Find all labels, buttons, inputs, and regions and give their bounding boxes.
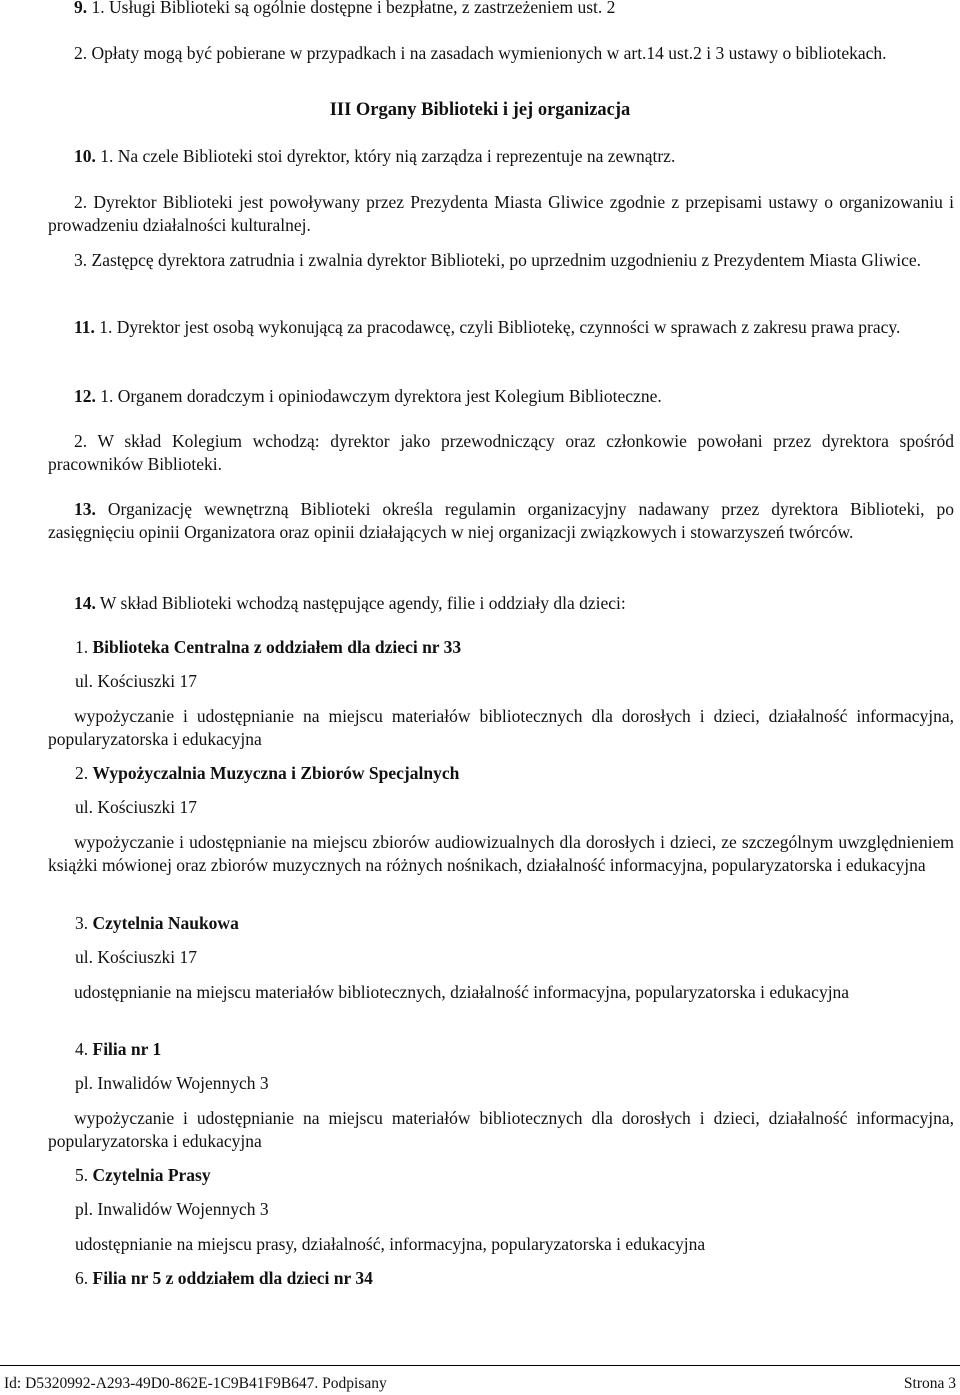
unit-5-description: udostępnianie na miejscu prasy, działalność, informacyjna, popularyzatorska i edukacyjna [75, 1234, 706, 1254]
unit-3-name: 3. Czytelnia Naukowa [75, 913, 239, 933]
footer-document-id: Id: D5320992-A293-49D0-862E-1C9B41F9B647. Podpisany [4, 1375, 387, 1392]
unit-1-name: 1. Biblioteka Centralna z oddziałem dla dzieci nr 33 [75, 637, 462, 657]
paragraph-text: W skład Biblioteki wchodzą następujące agendy, filie i oddziały dla dzieci: [95, 593, 626, 613]
unit-4-name: 4. Filia nr 1 [75, 1039, 162, 1059]
paragraph-9-2: 2. Opłaty mogą być pobierane w przypadkach i na zasadach wymienionych w art.14 ust.2 i 3 ustawy o bibliotekach. [74, 43, 887, 63]
unit-1-description: wypożyczanie i udostępnianie na miejscu materiałów bibliotecznych dla dorosłych i dzieci, działalność informacyjna, popularyzatorska i edukacyjna [48, 706, 954, 749]
unit-4-description: wypożyczanie i udostępnianie na miejscu materiałów bibliotecznych dla dorosłych i dzieci, działalność informacyjna, popularyzatorska i edukacyjna [48, 1108, 954, 1151]
unit-1-address: ul. Kościuszki 17 [75, 671, 198, 691]
section-number: 10. [74, 146, 96, 166]
paragraph-text: 1. Dyrektor jest osobą wykonującą za pracodawcę, czyli Bibliotekę, czynności w sprawach z zakresu prawa pracy. [94, 317, 901, 337]
paragraph-14 [48, 592, 954, 615]
paragraph-12-2: 2. W skład Kolegium wchodzą: dyrektor jako przewodniczący oraz członkowie powołani przez dyrektora spośród pracowników Biblioteki. [48, 431, 954, 474]
unit-5-address: pl. Inwalidów Wojennych 3 [75, 1199, 269, 1219]
paragraph-9 [48, 0, 954, 19]
paragraph-10-3: 3. Zastępcę dyrektora zatrudnia i zwalnia dyrektor Biblioteki, po uprzednim uzgodnieniu z Prezydentem Miasta Gliwice. [74, 250, 922, 270]
paragraph-11 [48, 316, 954, 339]
section-number: 14. [74, 593, 96, 613]
paragraph-text: 1. Organem doradczym i opiniodawczym dyrektora jest Kolegium Biblioteczne. [95, 386, 662, 406]
section-number: 9. [74, 0, 88, 17]
paragraph-text: 1. Usługi Biblioteki są ogólnie dostępne i bezpłatne, z zastrzeżeniem ust. 2 [87, 0, 616, 17]
paragraph-13 [48, 498, 954, 544]
unit-3-description: udostępnianie na miejscu materiałów bibliotecznych, działalność informacyjna, popularyzatorska i edukacyjna [74, 982, 850, 1002]
unit-4-address: pl. Inwalidów Wojennych 3 [75, 1073, 269, 1093]
footer-divider [0, 1365, 960, 1366]
unit-3-address: ul. Kościuszki 17 [75, 947, 198, 967]
section-number: 11. [74, 317, 95, 337]
unit-6-name: 6. Filia nr 5 z oddziałem dla dzieci nr 34 [75, 1268, 373, 1288]
footer-page-number: Strona 3 [903, 1375, 956, 1392]
paragraph-10-2: 2. Dyrektor Biblioteki jest powoływany przez Prezydenta Miasta Gliwice zgodnie z przepisami ustawy o organizowaniu i prowadzeniu działalności kulturalnej. [48, 192, 954, 235]
paragraph-12 [48, 385, 954, 408]
paragraph-10 [48, 145, 954, 168]
unit-2-name: 2. Wypożyczalnia Muzyczna i Zbiorów Specjalnych [75, 763, 460, 783]
unit-5-name: 5. Czytelnia Prasy [75, 1165, 211, 1185]
paragraph-text: 1. Na czele Biblioteki stoi dyrektor, który nią zarządza i reprezentuje na zewnątrz. [95, 146, 676, 166]
unit-2-address: ul. Kościuszki 17 [75, 797, 198, 817]
paragraph-text: Organizację wewnętrzną Biblioteki określa regulamin organizacyjny nadawany przez dyrektora Biblioteki, po zasięgnięciu opinii Organizatora oraz opinii działających w niej organizacji związkowych i stowarzyszeń twórców. [48, 499, 954, 542]
section-number: 13. [74, 499, 96, 519]
unit-2-description: wypożyczanie i udostępnianie na miejscu zbiorów audiowizualnych dla dorosłych i dzieci, ze szczególnym uwzględnieniem książki mówionej oraz zbiorów muzycznych na różnych nośnikach, działalność informacyjna, popularyzatorska i edukacyjna [48, 832, 954, 875]
section-heading: III Organy Biblioteki i jej organizacja [329, 100, 631, 120]
section-number: 12. [74, 386, 96, 406]
